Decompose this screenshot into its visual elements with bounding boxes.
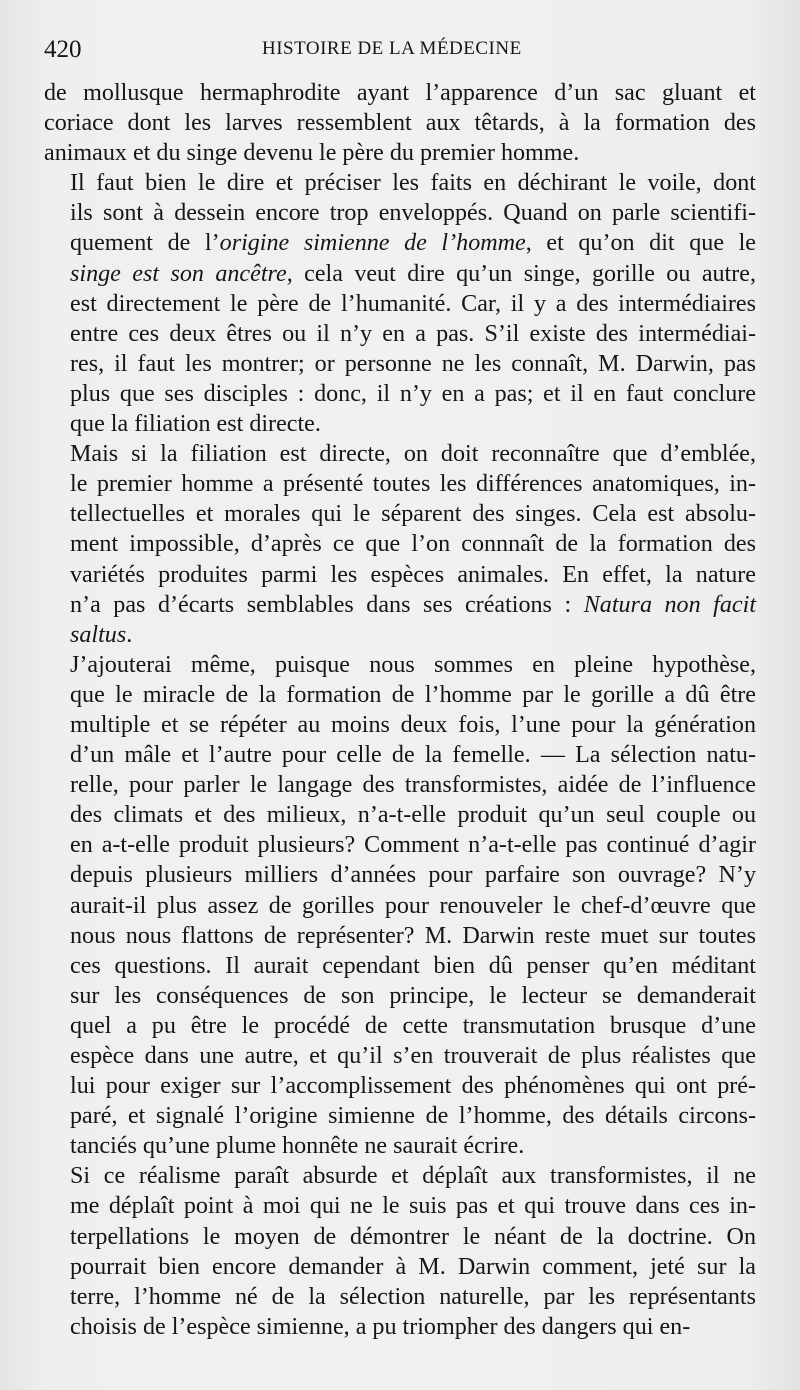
text-line: des climats et des milieux, n’a-t-elle produit qu’un seul couple ou <box>70 802 756 829</box>
text-line: n’a pas d’écarts semblables dans ses créations : Natura non facit <box>70 591 757 618</box>
text-line: quel a pu être le procédé de cette transmutation brusque d’une <box>70 1012 756 1039</box>
paragraph <box>44 78 756 168</box>
text-line: ces questions. Il aurait cependant bien dû penser qu’en méditant <box>70 952 756 979</box>
text-line: nous nous flattons de représenter? M. Darwin reste muet sur toutes <box>70 922 756 949</box>
text-line: est directement le père de l’humanité. Car, il y a des intermédiaires <box>70 290 756 317</box>
text-line: aurait-il plus assez de gorilles pour renouveler le chef-d’œuvre que <box>70 892 756 919</box>
text-line: ment impossible, d’après ce que l’on connnaît de la formation des <box>70 531 756 558</box>
text-line: animaux et du singe devenu le père du premier homme. <box>44 140 580 167</box>
text-line: res, il faut les montrer; or personne ne les connaît, M. Darwin, pas <box>70 350 756 377</box>
text-line: singe est son ancêtre, cela veut dire qu’un singe, gorille ou autre, <box>70 260 756 287</box>
paragraph <box>44 1161 756 1342</box>
text-line: J’ajouterai même, puisque nous sommes en pleine hypothèse, <box>70 651 756 678</box>
text-line: plus que ses disciples : donc, il n’y en a pas; et il en faut conclure <box>70 380 756 407</box>
paragraph <box>44 168 756 439</box>
text-line: relle, pour parler le langage des transformistes, aidée de l’influence <box>70 772 756 799</box>
page-header <box>44 36 756 70</box>
text-line: ils sont à dessein encore trop enveloppés. Quand on parle scientifi- <box>70 200 756 227</box>
paragraph <box>44 439 756 650</box>
running-title: HISTOIRE DE LA MÉDECINE <box>262 38 522 59</box>
text-line: le premier homme a présenté toutes les différences anatomiques, in- <box>70 471 756 498</box>
text-line: espèce dans une autre, et qu’il s’en trouverait de plus réalistes que <box>70 1043 756 1069</box>
text-line: multiple et se répéter au moins deux fois, l’une pour la génération <box>70 711 756 738</box>
page-number: 420 <box>44 36 82 63</box>
text-line: me déplaît point à moi qui ne le suis pas et qui trouve dans ces in- <box>70 1193 756 1220</box>
text-line: de mollusque hermaphrodite ayant l’apparence d’un sac gluant et <box>44 80 756 106</box>
text-line: terpellations le moyen de démontrer le néant de la doctrine. On <box>70 1223 756 1250</box>
text-line: Mais si la filiation est directe, on doit reconnaître que d’emblée, <box>70 441 756 468</box>
text-line: Si ce réalisme paraît absurde et déplaît aux transformistes, il ne <box>70 1163 756 1190</box>
paragraph <box>44 650 756 1162</box>
text-line: Il faut bien le dire et préciser les faits en déchirant le voile, dont <box>70 170 756 197</box>
text-line: terre, l’homme né de la sélection naturelle, par les représentants <box>70 1283 756 1310</box>
text-line: quement de l’origine simienne de l’homme, et qu’on dit que le <box>70 230 756 257</box>
text-line: en a-t-elle produit plusieurs? Comment n’a-t-elle pas continué d’agir <box>70 832 756 859</box>
text-line: tanciés qu’une plume honnête ne saurait écrire. <box>70 1133 525 1160</box>
text-line: entre ces deux êtres ou il n’y en a pas. S’il existe des intermédiai- <box>70 320 756 347</box>
text-line: tellectuelles et morales qui le séparent des singes. Cela est absolu- <box>70 501 756 528</box>
text-line: d’un mâle et l’autre pour celle de la femelle. — La sélection natu- <box>70 742 756 769</box>
text-line: paré, et signalé l’origine simienne de l’homme, des détails circons- <box>70 1103 756 1130</box>
text-line: lui pour exiger sur l’accomplissement des phénomènes qui ont pré- <box>70 1073 756 1100</box>
text-line: variétés produites parmi les espèces animales. En effet, la nature <box>70 561 756 588</box>
body-text <box>44 78 756 1342</box>
text-line: depuis plusieurs milliers d’années pour parfaire son ouvrage? N’y <box>70 862 756 889</box>
text-line: choisis de l’espèce simienne, a pu triompher des dangers qui en- <box>70 1313 691 1340</box>
text-line: pourrait bien encore demander à M. Darwin comment, jeté sur la <box>70 1253 756 1280</box>
text-line: que le miracle de la formation de l’homme par le gorille a dû être <box>70 681 756 708</box>
text-line: coriace dont les larves ressemblent aux têtards, à la formation des <box>44 110 756 137</box>
text-line: saltus. <box>70 621 133 648</box>
text-line: sur les conséquences de son principe, le lecteur se demanderait <box>70 982 756 1009</box>
text-line: que la filiation est directe. <box>70 411 321 438</box>
